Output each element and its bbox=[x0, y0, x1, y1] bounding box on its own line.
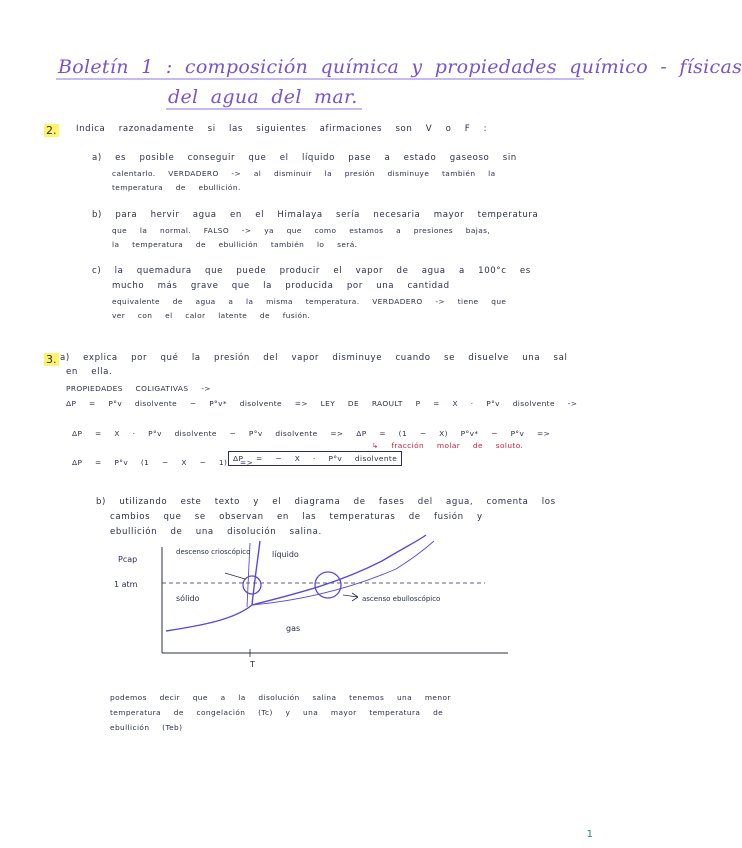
title-line-2: del agua del mar. bbox=[168, 86, 358, 108]
q2b-line-2: que la normal. FALSO -> ya que como estamos a presiones bajas, bbox=[112, 226, 491, 235]
equation-2: ΔP = X · P°v disolvente − P°v disolvente => ΔP = (1 − X) P°v* − P°v => bbox=[72, 429, 551, 438]
q2c-line-4: ver con el calor latente de fusión. bbox=[112, 311, 311, 320]
molar-fraction-note: ↳ fracción molar de soluto. bbox=[372, 441, 524, 450]
title-underline-1 bbox=[56, 78, 584, 80]
gas-label: gas bbox=[286, 624, 301, 633]
boiling-point-circle bbox=[315, 572, 341, 598]
colligative-properties-label: PROPIEDADES COLIGATIVAS -> bbox=[66, 384, 211, 393]
freezing-point-circle bbox=[243, 576, 261, 594]
conclusion-line-1: podemos decir que a la disolución salina tenemos una menor bbox=[110, 693, 451, 702]
q3b-prompt-line-3: ebullición de una disolución salina. bbox=[110, 527, 322, 537]
one-atm-label: 1 atm bbox=[114, 580, 138, 589]
crio-arrow bbox=[225, 573, 245, 579]
q2c-line-1: c) la quemadura que puede producir el vapor de agua a 100°c es bbox=[92, 266, 531, 276]
q2a-line-1: a) es posible conseguir que el líquido pase a estado gaseoso sin bbox=[92, 153, 517, 163]
equation-3-result-box: ΔP = − X · P°v disolvente bbox=[228, 451, 402, 466]
q3a-prompt-line-2: en ella. bbox=[66, 367, 113, 377]
conclusion-line-2: temperatura de congelación (Tc) y una mayor temperatura de bbox=[110, 708, 444, 717]
fusion-curve bbox=[252, 541, 260, 605]
liquid-label: líquido bbox=[272, 550, 299, 559]
y-axis-label: Pcap bbox=[118, 555, 138, 564]
x-axis-label: T bbox=[250, 660, 255, 669]
q2a-line-3: temperatura de ebullición. bbox=[112, 183, 241, 192]
question-2-prompt: Indica razonadamente si las siguientes afirmaciones son V o F : bbox=[76, 124, 488, 134]
question-2-number: 2. bbox=[46, 124, 57, 137]
ebull-label: ascenso ebulloscópico bbox=[362, 595, 441, 603]
title-underline-2 bbox=[166, 108, 362, 110]
q2c-line-2: mucho más grave que la producida por una cantidad bbox=[112, 281, 450, 291]
q3a-prompt-line-1: a) explica por qué la presión del vapor disminuye cuando se disuelve una sal bbox=[60, 353, 568, 363]
page-number: 1 bbox=[586, 829, 593, 840]
q2b-line-3: la temperatura de ebullición también lo será. bbox=[112, 240, 358, 249]
q3b-prompt-line-2: cambios que se observan en las temperaturas de fusión y bbox=[110, 512, 483, 522]
ebull-arrow bbox=[343, 593, 358, 601]
phase-diagram bbox=[100, 535, 520, 670]
solid-label: sólido bbox=[176, 594, 200, 603]
conclusion-line-3: ebullición (Teb) bbox=[110, 723, 183, 732]
question-3-number: 3. bbox=[46, 353, 57, 366]
q2b-line-1: b) para hervir agua en el Himalaya sería necesaria mayor temperatura bbox=[92, 210, 539, 220]
title-line-1: Boletín 1 : composición química y propiedades químico - físicas bbox=[58, 56, 742, 78]
q2c-line-3: equivalente de agua a la misma temperatura. VERDADERO -> tiene que bbox=[112, 297, 507, 306]
equation-3: ΔP = P°v (1 − X − 1) => bbox=[72, 458, 254, 467]
q2a-line-2: calentarlo. VERDADERO -> al disminuir la presión disminuye también la bbox=[112, 169, 496, 178]
crio-label: descenso crioscópico bbox=[176, 548, 251, 556]
equation-1: ΔP = P°v disolvente − P°v* disolvente => LEY DE RAOULT P = X · P°v disolvente -> bbox=[66, 399, 578, 408]
q3b-prompt-line-1: b) utilizando este texto y el diagrama de fases del agua, comenta los bbox=[96, 497, 556, 507]
